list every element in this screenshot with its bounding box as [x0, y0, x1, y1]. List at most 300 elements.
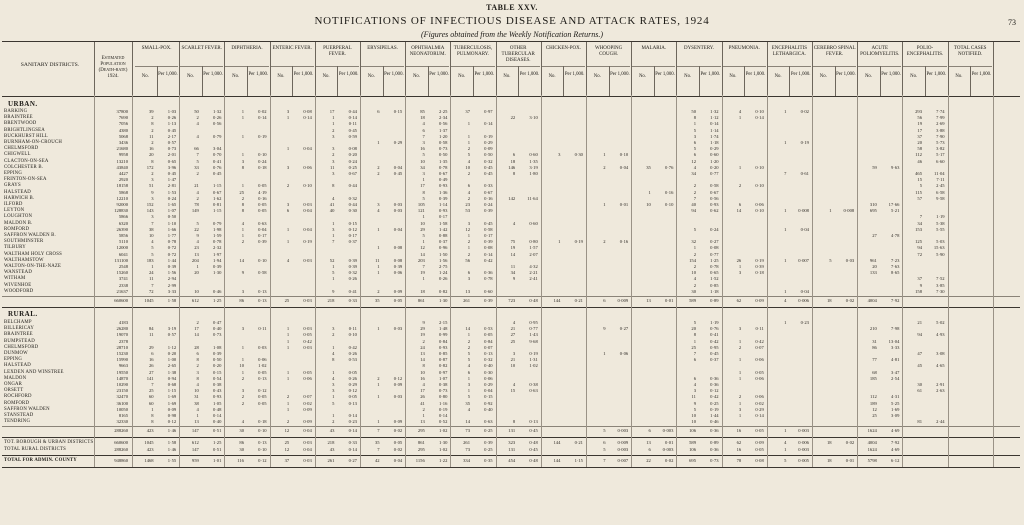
cell-value: 0·29 — [710, 146, 719, 152]
divider-line — [2, 307, 1020, 308]
cell-value: 2·75 — [438, 264, 448, 269]
disease-header: ENTERIC FEVER. — [272, 46, 312, 51]
cell-value: 4004 — [867, 298, 877, 303]
cell-value: 1 — [784, 288, 787, 294]
cell-value: 1 — [422, 413, 425, 418]
cell-value: 1 — [241, 109, 244, 114]
cell-value: 1·56 — [167, 270, 177, 276]
district-name: EPPING — [4, 357, 22, 363]
cell-value: 9 — [693, 400, 696, 406]
cell-value: 61 — [917, 388, 922, 394]
cell-value: 50 — [691, 109, 696, 114]
cell-value: 0·67 — [710, 189, 719, 195]
cell-value: 21 — [194, 183, 199, 189]
cell-value: 334 — [463, 458, 470, 464]
population-value: 4427 — [118, 171, 128, 176]
cell-value: 0·78 — [167, 239, 177, 245]
cell-value: 0·78 — [710, 264, 719, 269]
cell-value: 612 — [191, 298, 199, 303]
cell-value: 8 — [693, 332, 696, 338]
col-per: Per 1,000. — [745, 72, 766, 77]
cell-value: 115 — [915, 189, 922, 195]
cell-value: 2 — [738, 344, 742, 350]
cell-value: 0·12 — [710, 388, 719, 394]
cell-value: 0·60 — [529, 152, 538, 158]
cell-value: 68 — [872, 369, 877, 375]
cell-value: 0·03 — [393, 202, 403, 207]
col-per: Per 1,000. — [203, 72, 223, 77]
grand-total-row — [4, 447, 1019, 453]
admin-total-row — [4, 458, 1019, 464]
cell-value: 34 — [691, 171, 696, 176]
cell-value: 7·52 — [936, 276, 945, 282]
cell-value: 1 — [693, 338, 696, 344]
cell-value: 172 — [146, 164, 154, 170]
cell-value: 12 — [465, 226, 470, 232]
cell-value: 2 — [693, 183, 696, 189]
cell-value: 323 — [508, 440, 516, 446]
cell-value: 5 — [151, 245, 154, 251]
cell-value: 14 — [420, 251, 425, 257]
cell-value: 465 — [915, 171, 922, 176]
cell-value: 34 — [917, 220, 922, 226]
cell-value: 3·47 — [890, 369, 900, 375]
cell-value: 18 — [420, 115, 425, 121]
cell-value: 1·20 — [710, 158, 719, 164]
cell-value: 1·15 — [167, 388, 177, 394]
cell-value: 1 — [332, 369, 335, 375]
population-value: 4380 — [118, 127, 128, 133]
cell-value: 0·25 — [484, 428, 493, 434]
cell-value: 0·21 — [574, 298, 583, 303]
cell-value: 37 — [917, 276, 922, 282]
cell-value: 0·23 — [800, 320, 809, 325]
cell-value: 1 — [784, 257, 787, 263]
table-row — [4, 258, 1019, 264]
header-divider — [132, 42, 133, 96]
cell-value: 0·53 — [484, 326, 493, 332]
cell-value: 2·69 — [936, 121, 945, 127]
cell-value: 0·04 — [393, 164, 403, 170]
cell-value: 11 — [149, 332, 154, 338]
cell-value: 0·09 — [303, 419, 312, 425]
cell-value: 4 — [467, 158, 470, 164]
cell-value: 6 — [467, 183, 470, 189]
district-name: COLCHESTER B. — [4, 164, 44, 170]
cell-value: 31 — [872, 338, 877, 344]
col-per: Per 1,000. — [790, 72, 811, 77]
cell-value: 0·05 — [258, 202, 267, 207]
cell-value: 1·97 — [212, 251, 222, 257]
cell-value: 33 — [194, 164, 199, 170]
cell-value: 1 — [693, 245, 696, 251]
cell-value: 0·14 — [755, 413, 764, 418]
cell-value: 0·10 — [258, 428, 267, 434]
cell-value: 0·09 — [755, 298, 764, 303]
cell-value: 6 — [467, 369, 470, 375]
col-per: Per 1,000. — [655, 72, 675, 77]
cell-value: 0·03 — [393, 394, 403, 400]
col-no: No. — [277, 74, 285, 79]
cell-value: 1 — [286, 326, 290, 332]
cell-value: 9 — [332, 288, 335, 294]
cell-value: 146 — [508, 164, 516, 170]
cell-value: 31 — [194, 394, 199, 400]
cell-value: 0·25 — [484, 447, 493, 453]
cell-value: 11 — [691, 394, 696, 400]
cell-value: 7 — [151, 282, 154, 288]
cell-value: 11 — [149, 276, 154, 282]
district-name: BRIGHTLINGSEA — [4, 127, 45, 133]
cell-value: 4 — [693, 382, 696, 387]
cell-value: 1 — [332, 394, 335, 400]
col-divider — [157, 66, 158, 96]
cell-value: 35 — [465, 400, 470, 406]
cell-value: 1624 — [867, 447, 877, 453]
cell-value: 1·10 — [167, 220, 177, 226]
cell-value: 0·03 — [303, 458, 312, 464]
cell-value: 35 — [375, 298, 380, 303]
district-name: HALSTEAD — [4, 363, 31, 369]
cell-value: 4 — [422, 121, 425, 127]
cell-value: 18 — [827, 458, 832, 464]
cell-value: 0·40 — [212, 326, 222, 332]
cell-value: 612 — [191, 440, 199, 446]
cell-value: 0·39 — [755, 264, 764, 269]
table-row — [4, 214, 1019, 220]
cell-value: 0·007 — [617, 458, 629, 464]
cell-value: 0·003 — [798, 447, 809, 453]
cell-value: 0·16 — [258, 195, 267, 201]
cell-value: 5·90 — [936, 251, 945, 257]
cell-value: 25 — [149, 388, 154, 394]
cell-value: 28 — [194, 344, 199, 350]
cell-value: 0·25 — [348, 164, 357, 170]
cell-value: 0·97 — [484, 109, 493, 114]
cell-value: 2 — [151, 115, 154, 121]
cell-value: 18 — [510, 158, 516, 164]
cell-value: 0·45 — [167, 171, 177, 176]
cell-value: 20 — [194, 270, 199, 276]
cell-value: 9 — [603, 326, 606, 332]
cell-value: 0·40 — [484, 363, 493, 369]
cell-value: 1·37 — [438, 127, 448, 133]
cell-value: 4 — [738, 109, 742, 114]
cell-value: 3 — [332, 158, 335, 164]
cell-value: 3 — [332, 226, 335, 232]
divider-line — [2, 455, 1020, 456]
cell-value: 62 — [736, 298, 742, 303]
cell-value: 0·19 — [574, 239, 583, 245]
cell-value: 1 — [241, 183, 244, 189]
cell-value: 0·98 — [167, 413, 177, 418]
cell-value: 1·15 — [574, 458, 583, 464]
district-name: CHIGWELL — [4, 152, 31, 158]
column-divider — [586, 95, 587, 467]
cell-value: 1·30 — [212, 270, 222, 276]
cell-value: 0·02 — [845, 440, 855, 446]
cell-value: 2 — [377, 288, 380, 294]
cell-value: 0·29 — [755, 406, 764, 412]
cell-value: 17 — [917, 127, 922, 133]
cell-value: 11 — [510, 264, 516, 269]
cell-value: 43 — [329, 447, 335, 453]
cell-value: 7 — [377, 447, 380, 453]
cell-value: 6 — [648, 447, 651, 453]
col-divider — [699, 66, 700, 96]
cell-value: 0·93 — [212, 394, 222, 400]
cell-value: 2 — [377, 375, 380, 381]
cell-value: 10 — [420, 220, 425, 226]
cell-value: 0·02 — [258, 109, 267, 114]
district-name: BUCKHURST HILL — [4, 133, 48, 139]
cell-value: 4 — [286, 257, 290, 263]
cell-value: 35 — [646, 164, 651, 170]
cell-value: 0·73 — [167, 146, 177, 152]
cell-value: 0·13 — [258, 288, 267, 294]
cell-value: 6 — [603, 298, 606, 303]
cell-value: 1 — [738, 400, 742, 406]
table-row — [4, 419, 1019, 425]
cell-value: 4 — [332, 351, 335, 356]
table-row — [4, 357, 1019, 363]
cell-value: 4·81 — [890, 357, 900, 363]
cell-value: 0·33 — [348, 298, 357, 303]
cell-value: 1·14 — [710, 127, 719, 133]
cell-value: 9 — [919, 282, 922, 288]
cell-value: 0·27 — [710, 239, 719, 245]
cell-value: 10 — [691, 270, 696, 276]
cell-value: 2 — [241, 394, 244, 400]
cell-value: 1 — [151, 406, 154, 412]
table-row — [4, 320, 1019, 326]
population-value: 288260 — [114, 447, 128, 453]
cell-value: 0·67 — [348, 171, 357, 176]
cell-value: 0·13 — [348, 400, 357, 406]
cell-value: 34 — [510, 270, 516, 276]
cell-value: 0·79 — [212, 220, 222, 226]
cell-value: 0·68 — [167, 382, 177, 387]
cell-value: 0·003 — [662, 428, 674, 434]
population-value: 6041 — [118, 251, 128, 257]
cell-value: 0·13 — [258, 375, 267, 381]
cell-value: 75 — [510, 239, 516, 245]
cell-value: 0·05 — [258, 400, 267, 406]
table-row — [4, 121, 1019, 127]
cell-value: 0·81 — [212, 202, 222, 207]
cell-value: 0·39 — [484, 239, 493, 245]
cell-value: 0·37 — [710, 357, 719, 363]
cell-value: 3·33 — [890, 344, 900, 350]
cell-value: 1 — [332, 233, 335, 238]
cell-value: 1 — [467, 332, 470, 338]
table-row — [4, 239, 1019, 245]
cell-value: 0·40 — [484, 406, 493, 412]
column-divider — [496, 95, 497, 467]
cell-value: 3 — [377, 202, 380, 207]
cell-value: 0·10 — [755, 164, 764, 170]
cell-value: 5·38 — [936, 220, 945, 226]
cell-value: 16 — [736, 447, 742, 453]
cell-value: 19 — [917, 121, 922, 127]
cell-value: 2·99 — [167, 282, 177, 288]
cell-value: 0·36 — [710, 375, 719, 381]
cell-value: 0·26 — [438, 276, 448, 282]
cell-value: 4 — [196, 239, 199, 245]
disease-header: DIPHTHERIA. — [231, 46, 263, 51]
cell-value: 6 — [151, 351, 154, 356]
cell-value: 6 — [377, 109, 380, 114]
cell-value: 1 — [784, 109, 787, 114]
district-name: TENDRING — [4, 419, 31, 425]
cell-value: 9 — [512, 276, 516, 282]
cell-value: 2·01 — [167, 152, 177, 158]
cell-value: 0·39 — [484, 208, 493, 214]
col-no: No. — [503, 74, 511, 79]
table-header — [2, 41, 1020, 97]
cell-value: 1 — [241, 226, 244, 232]
population-value: 23150 — [116, 388, 128, 394]
cell-value: 11·04 — [934, 171, 945, 176]
cell-value: 0·19 — [710, 406, 719, 412]
column-divider — [767, 95, 768, 467]
cell-value: 14 — [420, 357, 425, 363]
cell-value: 0·46 — [710, 419, 719, 425]
cell-value: 11 — [149, 133, 154, 139]
district-name: TOTAL RURAL DISTRICTS — [4, 447, 67, 453]
cell-value: 1468 — [144, 458, 154, 464]
cell-value: 3 — [151, 177, 154, 183]
cell-value: 3·96 — [167, 164, 177, 170]
cell-value: 0·77 — [710, 171, 719, 176]
cell-value: 0·60 — [710, 152, 719, 158]
cell-value: 1 — [738, 338, 742, 344]
district-name: CHELMSFORD — [4, 146, 39, 152]
cell-value: 77 — [872, 357, 877, 363]
cell-value: 16 — [420, 375, 425, 381]
cell-value: 85 — [420, 109, 425, 114]
table-row — [4, 152, 1019, 158]
cell-value: 0·11 — [348, 326, 357, 332]
col-no: No. — [186, 74, 195, 79]
cell-value: 0·63 — [529, 388, 538, 394]
district-name: MALDON — [4, 375, 27, 381]
cell-value: 0·36 — [710, 382, 719, 387]
disease-header: TOTAL CASES NOTIFIED. — [953, 46, 987, 57]
population-value: 6320 — [118, 220, 128, 226]
cell-value: 1 — [648, 189, 651, 195]
cell-value: 0·35 — [484, 458, 493, 464]
cell-value: 861 — [417, 298, 425, 303]
table-row — [4, 394, 1019, 400]
cell-value: 0·07 — [303, 394, 312, 400]
cell-value: 20 — [872, 264, 877, 269]
cell-value: 1 — [784, 226, 787, 232]
col-divider — [925, 66, 926, 96]
cell-value: 0·39 — [484, 440, 493, 446]
cell-value: 1·69 — [167, 394, 177, 400]
cell-value: 0·08 — [393, 257, 403, 263]
cell-value: 4·19 — [258, 189, 267, 195]
cell-value: 1·13 — [167, 121, 177, 127]
cell-value: 6 — [286, 208, 290, 214]
cell-value: 204 — [191, 257, 199, 263]
cell-value: 1·12 — [710, 115, 719, 121]
cell-value: 0·11 — [755, 326, 764, 332]
column-divider — [993, 95, 994, 467]
district-name: ILFORD — [4, 202, 23, 207]
table-row — [4, 177, 1019, 183]
cell-value: 0·47 — [212, 320, 222, 325]
cell-value: 24 — [420, 344, 425, 350]
cell-value: 1·32 — [212, 109, 222, 114]
cell-value: 14 — [510, 251, 516, 257]
cell-value: 1·02 — [438, 428, 448, 434]
cell-value: 0·13 — [529, 419, 538, 425]
cell-value: 4·65 — [936, 363, 945, 369]
column-divider — [676, 95, 677, 467]
population-value: 32470 — [116, 394, 128, 400]
cell-value: 0·14 — [303, 115, 312, 121]
cell-value: 0·82 — [438, 363, 448, 369]
cell-value: 5 — [919, 183, 922, 189]
cell-value: 2 — [603, 239, 606, 245]
cell-value: 35 — [375, 440, 380, 446]
cell-value: 8 — [332, 357, 335, 363]
district-name: SOUTHMINSTER — [4, 239, 44, 245]
cell-value: 218 — [327, 298, 335, 303]
cell-value: 7·98 — [890, 326, 900, 332]
cell-value: 9 — [151, 189, 154, 195]
cell-value: 0·56 — [212, 121, 222, 127]
column-divider — [179, 95, 180, 467]
cell-value: 1045 — [144, 298, 154, 303]
cell-value: 2·25 — [438, 109, 448, 114]
cell-value: 0·37 — [348, 239, 357, 245]
cell-value: 121 — [417, 208, 425, 214]
cell-value: 0·24 — [348, 158, 357, 164]
district-name: LOUGHTON — [4, 214, 33, 220]
cell-value: 10 — [465, 164, 470, 170]
col-divider — [428, 66, 429, 96]
cell-value: 0·14 — [484, 121, 493, 127]
cell-value: 1 — [738, 164, 742, 170]
cell-value: 0·39 — [438, 195, 448, 201]
column-divider — [315, 95, 316, 467]
col-no: No. — [232, 74, 240, 79]
cell-value: 0·01 — [664, 440, 674, 446]
cell-value: 37 — [284, 458, 290, 464]
cell-value: 5·17 — [936, 152, 945, 158]
population-value: 2548 — [118, 264, 128, 269]
cell-value: 0·03 — [393, 326, 403, 332]
cell-value: 0·60 — [529, 220, 538, 226]
cell-value: 6 — [693, 375, 696, 381]
table-row — [4, 134, 1019, 140]
column-divider — [224, 95, 225, 467]
population-value: 7056 — [118, 121, 128, 127]
cell-value: 0·43 — [212, 388, 222, 394]
cell-value: 2·94 — [167, 276, 177, 282]
population-value: 660600 — [114, 298, 128, 303]
cell-value: 3 — [738, 326, 742, 332]
cell-value: 0·20 — [710, 164, 719, 170]
cell-value: 25 — [872, 413, 877, 418]
cell-value: 0·04 — [303, 146, 312, 152]
cell-value: 0·39 — [348, 264, 357, 269]
population-value: 12000 — [116, 245, 128, 251]
cell-value: 0·33 — [484, 183, 493, 189]
